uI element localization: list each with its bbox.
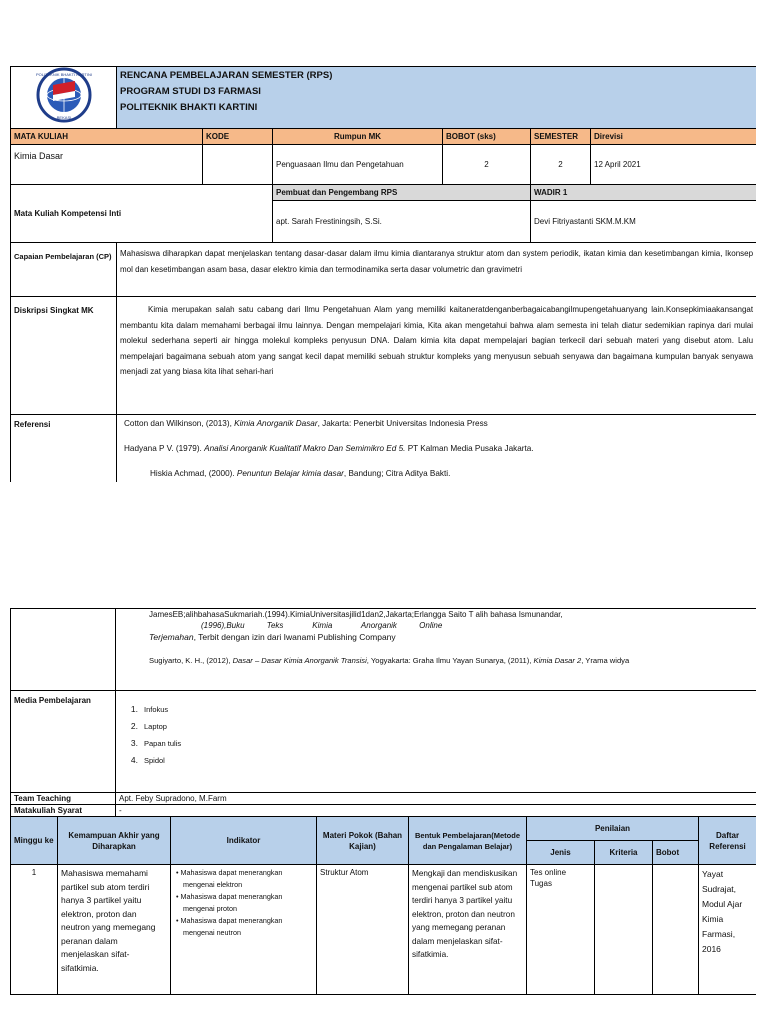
- hdr-bentuk: Bentuk Pembelajaran(Metode dan Pengalaman Belajar): [409, 817, 527, 865]
- hdr-kriteria: Kriteria: [595, 841, 653, 865]
- row-indikator: [171, 865, 317, 995]
- ref-item-3: Hiskia Achmad, (2000). Penuntun Belajar kimia dasar, Bandung; Citra Aditya Bakti.: [150, 469, 451, 478]
- kategori-mk: Mata Kuliah Kompetensi Inti: [11, 185, 273, 243]
- ref-cont-line-1: JamesEB;alihbahasaSukmariah.(1994).KimiaUniversitasjilid1dan2,Jakarta;Erlangga Saito T alih bahasa Ismunandar,: [149, 610, 563, 619]
- ref-item-1: Cotton dan Wilkinson, (2013), Kimia Anorganik Dasar, Jakarta: Penerbit Universitas Indonesia Press: [124, 419, 488, 428]
- media-item: 2. Laptop: [130, 721, 167, 731]
- header-line-1: RENCANA PEMBELAJARAN SEMESTER (RPS): [120, 70, 333, 81]
- hdr-penilaian: Penilaian: [527, 817, 699, 841]
- media-list: [116, 691, 757, 793]
- ref-cont-label: [11, 609, 116, 691]
- table-row: [11, 865, 757, 995]
- logo-ring-top: POLITEKNIK BHAKTI KARTINI: [35, 72, 92, 77]
- media-item: 4. Spidol: [130, 755, 165, 765]
- hdr-direvisi: Direvisi: [591, 129, 757, 145]
- wadir-name: Devi Fitriyastanti SKM.M.KM: [531, 201, 757, 243]
- logo-cell: [11, 67, 117, 129]
- team-label: Team Teaching: [11, 793, 116, 805]
- pembuat-name: apt. Sarah Frestiningsih, S.Si.: [273, 201, 531, 243]
- syarat-value: -: [116, 805, 757, 817]
- ref-item-2: Hadyana P V. (1979). Analisi Anorganik Kualitatif Makro Dan Semimikro Ed 5. PT Kalman Media Pusaka Jakarta.: [124, 444, 534, 453]
- rps-page-2: [10, 608, 756, 1006]
- row-daftar: Yayat Sudrajat, Modul Ajar Kimia Farmasi, 2016: [699, 865, 757, 995]
- course-bobot: 2: [443, 145, 531, 185]
- row-bobot: [653, 865, 699, 995]
- syarat-label: Matakuliah Syarat: [11, 805, 116, 817]
- media-item: 1. Infokus: [130, 704, 169, 714]
- hdr-materi: Materi Pokok (Bahan Kajian): [317, 817, 409, 865]
- hdr-minggu: Minggu ke: [11, 817, 58, 865]
- header-line-2: PROGRAM STUDI D3 FARMASI: [120, 86, 261, 97]
- course-code: [203, 145, 273, 185]
- ref-cont-line-3: Terjemahan, Terbit dengan izin dari Iwanami Publishing Company: [149, 632, 396, 642]
- hdr-jenis: Jenis: [527, 841, 595, 865]
- hdr-daftar: Daftar Referensi: [699, 817, 757, 865]
- logo-ring-bottom: BEKASI: [56, 115, 71, 120]
- hdr-bobot-nilai: Bobot: [653, 841, 699, 865]
- course-name: Kimia Dasar: [11, 145, 203, 185]
- hdr-kemampuan: Kemampuan Akhir yang Diharapkan: [58, 817, 171, 865]
- media-label: Media Pembelajaran: [11, 691, 116, 793]
- media-item: 3. Papan tulis: [130, 738, 182, 748]
- cp-text: Mahasiswa diharapkan dapat menjelaskan tentang dasar-dasar dalam ilmu kimia diantaranya struktur atom dan system periodik, ikatan kimia dan kesetimbangan kimia, Ikonsep mol dan kesetimbangan asam basa, dasar elektro kimia dan termodinamika serta dasar volumetric dan gravimetri: [117, 243, 757, 297]
- header-line-3: POLITEKNIK BHAKTI KARTINI: [120, 102, 258, 113]
- cp-label: Capaian Pembelajaran (CP): [11, 243, 117, 297]
- rps-page-1: [10, 66, 756, 482]
- referensi-label: Referensi: [11, 415, 117, 483]
- referensi-list: [117, 415, 757, 483]
- ref-cont-line-4: Sugiyarto, K. H., (2012), Dasar – Dasar Kimia Anorganik Transisi, Yogyakarta: Graha Ilmu Yayan Sunarya, (2011), Kimia Dasar 2, Yrama widya: [149, 656, 630, 665]
- hdr-semester: SEMESTER: [531, 129, 591, 145]
- indikator-item: • Mahasiswa dapat menerangkan mengenai proton: [176, 892, 283, 913]
- row-minggu: 1: [11, 865, 58, 995]
- row-bentuk: Mengkaji dan mendiskusikan mengenai partikel sub atom terdiri hanya 3 partikel yaitu elektron, proton dan neutron yang memegang peranan dalam menjelaskan sifat-sifatkimia.: [409, 865, 527, 995]
- row-kemampuan: Mahasiswa memahami partikel sub atom terdiri hanya 3 partikel yaitu elektron, proton dan neutron yang memegang peranan dalam menjelaskan sifat-sifatkimia.: [58, 865, 171, 995]
- hdr-rumpun: Rumpun MK: [273, 129, 443, 145]
- institution-logo: [29, 67, 99, 123]
- hdr-mata-kuliah: MATA KULIAH: [11, 129, 203, 145]
- deskripsi-label: Diskripsi Singkat MK: [11, 297, 117, 415]
- deskripsi-text: Kimia merupakan salah satu cabang dari Ilmu Pengetahuan Alam yang memiliki kaitaneratdenganberbagaicabangilmupengetahuanyang lain.Konsepkimiaakansangat membantu kita dalam memahami berbagai ilmu lainnya. Dengan mempelajari kimia, Kita akan mengetahui bahwa alam semesta ini telah diatur sedemikian rapinya dari mulai molekul sederhana seperti air hingga molekul kompleks penyusun DNA. Dalam kimia kita dapat mempelajari bagian terkecil dari sebuah materi yang disebut atom. Lalu mempelajari bagaimana sebuah atom yang sangat kecil dapat memiliki sebuah struktur kompleks yang menyusun sebuah senyawa dan bagaimana kumpulan banyak senyawa menjadi zat yang biasa kita lihat sehari-hari: [117, 297, 757, 415]
- row-kriteria: [595, 865, 653, 995]
- course-semester: 2: [531, 145, 591, 185]
- course-rumpun: Penguasaan Ilmu dan Pengetahuan: [273, 145, 443, 185]
- wadir-label: WADIR 1: [531, 185, 757, 201]
- row-materi: Struktur Atom: [317, 865, 409, 995]
- course-direvisi: 12 April 2021: [591, 145, 757, 185]
- indikator-item: • Mahasiswa dapat menerangkan mengenai elektron: [176, 868, 283, 889]
- document-header: [117, 67, 757, 129]
- row-jenis: Tes online Tugas: [527, 865, 595, 995]
- pembuat-label: Pembuat dan Pengembang RPS: [273, 185, 531, 201]
- rps-plan-table: [10, 608, 756, 995]
- indikator-item: • Mahasiswa dapat menerangkan mengenai neutron: [176, 916, 283, 937]
- ref-cont-list: [116, 609, 757, 691]
- hdr-indikator: Indikator: [171, 817, 317, 865]
- rps-main-table: [10, 66, 756, 482]
- team-value: Apt. Feby Supradono, M.Farm: [116, 793, 757, 805]
- hdr-bobot: BOBOT (sks): [443, 129, 531, 145]
- hdr-kode: KODE: [203, 129, 273, 145]
- ref-cont-line-2: (1996),Buku Teks Kimia Anorganik Online: [201, 621, 443, 630]
